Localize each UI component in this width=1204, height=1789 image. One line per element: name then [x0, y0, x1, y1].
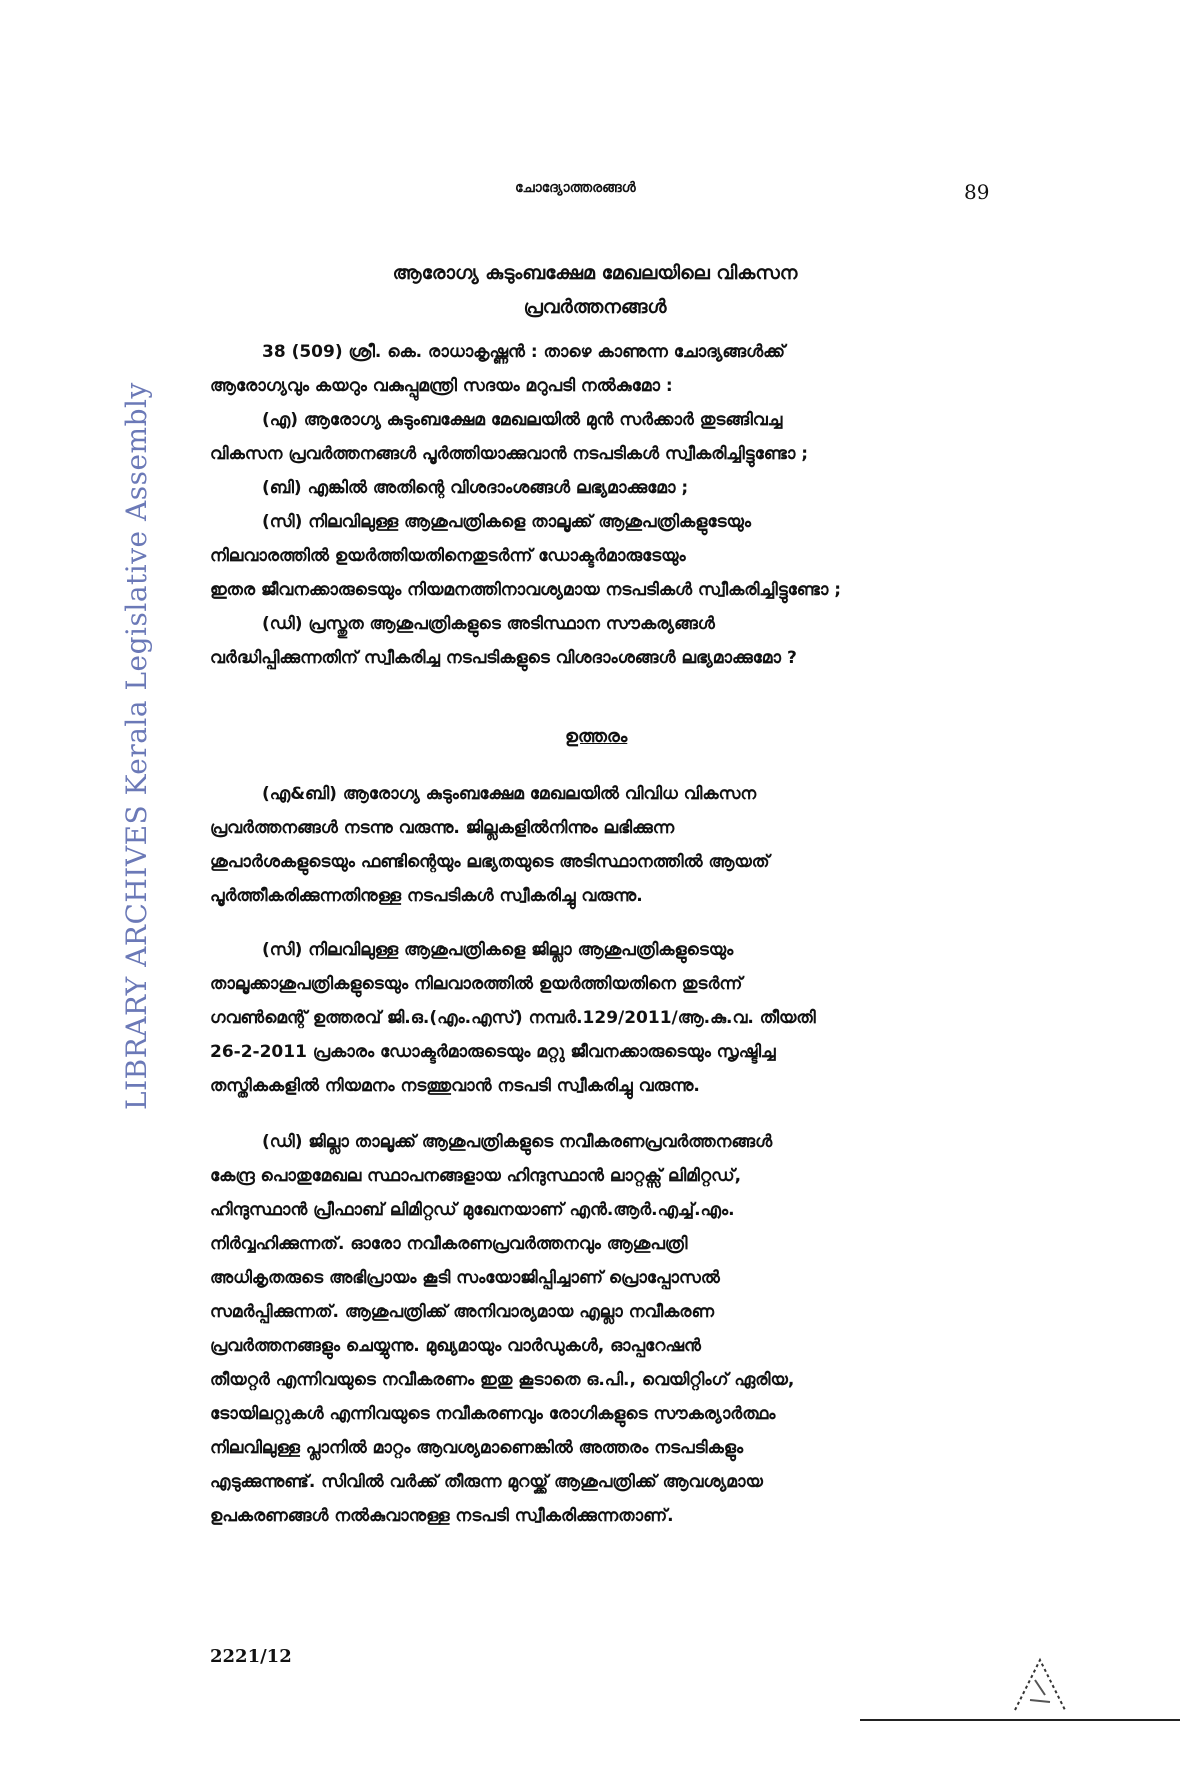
answer-line: പൂർത്തീകരിക്കുന്നതിനുള്ള നടപടികൾ സ്വീകരിച്ചു വരുന്നു. [210, 886, 643, 906]
question-line: വികസന പ്രവർത്തനങ്ങൾ പൂർത്തിയാക്കുവാൻ നടപടികൾ സ്വീകരിച്ചിട്ടുണ്ടോ ; [210, 444, 809, 464]
question-line: ആരോഗ്യവും കയറും വകുപ്പുമന്ത്രി സദയം മറുപടി നൽകുമോ : [210, 376, 673, 396]
ink-mark [985, 1640, 1095, 1720]
answer-line: പ്രവർത്തനങ്ങളും ചെയ്യുന്നു. മുഖ്യമായും വാർഡുകൾ, ഓപ്പറേഷൻ [210, 1336, 701, 1356]
bottom-rule [860, 1719, 1180, 1721]
answer-line: ഉപകരണങ്ങൾ നൽകുവാനുള്ള നടപടി സ്വീകരിക്കുന്നതാണ്. [210, 1506, 674, 1526]
answer-line: ഗവൺമെന്റ് ഉത്തരവ് ജി.ഒ.(എം.എസ്) നമ്പർ.129/2011/ആ.കു.വ. തീയതി [210, 1008, 816, 1028]
answer-line: ടോയിലറ്റുകൾ എന്നിവയുടെ നവീകരണവും രോഗികളുടെ സൗകര്യാർത്ഥം [210, 1404, 776, 1424]
section-heading-line-1: ആരോഗ്യ കുടുംബക്ഷേമ മേഖലയിലെ വികസന [392, 262, 798, 284]
watermark-text: LIBRARY ARCHIVES Kerala Legislative Assembly [120, 382, 153, 1110]
answer-title: ഉത്തരം [565, 726, 628, 747]
answer-line: അധികൃതരുടെ അഭിപ്രായം കൂടി സംയോജിപ്പിച്ചാണ് പ്രൊപ്പോസൽ [210, 1268, 720, 1288]
answer-line: (സി) നിലവിലുള്ള ആശുപത്രികളെ ജില്ലാ ആശുപത്രികളുടെയും [262, 940, 734, 960]
answer-line: കേന്ദ്ര പൊതുമേഖല സ്ഥാപനങ്ങളായ ഹിന്ദുസ്ഥാൻ ലാറ്റക്സ് ലിമിറ്റഡ്, [210, 1166, 742, 1186]
answer-line: (ഡി) ജില്ലാ താലൂക്ക് ആശുപത്രികളുടെ നവീകരണപ്രവർത്തനങ്ങൾ [262, 1132, 773, 1152]
question-line: നിലവാരത്തിൽ ഉയർത്തിയതിനെതുടർന്ന് ഡോക്ടർമാരുടേയും [210, 546, 686, 566]
running-header: ചോദ്യോത്തരങ്ങൾ [515, 180, 636, 196]
question-line: (ബി) എങ്കിൽ അതിന്റെ വിശദാംശങ്ങൾ ലഭ്യമാക്കുമോ ; [262, 478, 689, 498]
answer-line: 26-2-2011 പ്രകാരം ഡോക്ടർമാരുടെയും മറ്റു ജീവനക്കാരുടെയും സൃഷ്ടിച്ച [210, 1042, 776, 1062]
question-line: 38 (509) ശ്രീ. കെ. രാധാകൃഷ്ണൻ : താഴെ കാണുന്ന ചോദ്യങ്ങൾക്ക് [262, 342, 785, 362]
answer-line: നിലവിലുള്ള പ്ലാനിൽ മാറ്റം ആവശ്യമാണെങ്കിൽ അത്തരം നടപടികളും [210, 1438, 744, 1458]
question-line: (ഡി) പ്രസ്തുത ആശുപത്രികളുടെ അടിസ്ഥാന സൗകര്യങ്ങൾ [262, 614, 715, 634]
footer-code: 2221/12 [210, 1646, 292, 1667]
question-line: (എ) ആരോഗ്യ കുടുംബക്ഷേമ മേഖലയിൽ മുൻ സർക്കാർ തുടങ്ങിവച്ച [262, 410, 783, 430]
answer-line: സമർപ്പിക്കുന്നത്. ആശുപത്രിക്ക് അനിവാര്യമായ എല്ലാ നവീകരണ [210, 1302, 715, 1322]
question-line: വർദ്ധിപ്പിക്കുന്നതിന് സ്വീകരിച്ച നടപടികളുടെ വിശദാംശങ്ങൾ ലഭ്യമാക്കുമോ ? [210, 648, 797, 668]
section-heading-line-2: പ്രവർത്തനങ്ങൾ [523, 296, 667, 318]
answer-line: (എ&ബി) ആരോഗ്യ കുടുംബക്ഷേമ മേഖലയിൽ വിവിധ വികസന [262, 784, 757, 804]
answer-line: താലൂക്കാശുപത്രികളുടെയും നിലവാരത്തിൽ ഉയർത്തിയതിനെ തുടർന്ന് [210, 974, 743, 994]
answer-line: എടുക്കുന്നുണ്ട്. സിവിൽ വർക്ക് തീരുന്ന മുറയ്ക്ക് ആശുപത്രിക്ക് ആവശ്യമായ [210, 1472, 763, 1492]
answer-line: തസ്തികകളിൽ നിയമനം നടത്തുവാൻ നടപടി സ്വീകരിച്ചു വരുന്നു. [210, 1076, 700, 1096]
answer-line: നിർവ്വഹിക്കുന്നത്. ഓരോ നവീകരണപ്രവർത്തനവും ആശുപത്രി [210, 1234, 688, 1254]
answer-line: ഹിന്ദുസ്ഥാൻ പ്രീഫാബ് ലിമിറ്റഡ് മുഖേനയാണ് എൻ.ആർ.എച്ച്.എം. [210, 1200, 735, 1220]
question-line: (സി) നിലവിലുള്ള ആശുപത്രികളെ താലൂക്ക് ആശുപത്രികളുടേയും [262, 512, 751, 532]
answer-line: ശുപാർശകളുടെയും ഫണ്ടിന്റെയും ലഭ്യതയുടെ അടിസ്ഥാനത്തിൽ ആയത് [210, 852, 770, 872]
question-line: ഇതര ജീവനക്കാരുടെയും നിയമനത്തിനാവശ്യമായ നടപടികൾ സ്വീകരിച്ചിട്ടുണ്ടോ ; [210, 580, 842, 600]
answer-line: പ്രവർത്തനങ്ങൾ നടന്നു വരുന്നു. ജില്ലകളിൽനിന്നും ലഭിക്കുന്ന [210, 818, 675, 838]
answer-line: തീയറ്റർ എന്നിവയുടെ നവീകരണം ഇതു കൂടാതെ ഒ.പി., വെയിറ്റിംഗ് ഏരിയ, [210, 1370, 795, 1390]
page-number: 89 [964, 180, 990, 204]
